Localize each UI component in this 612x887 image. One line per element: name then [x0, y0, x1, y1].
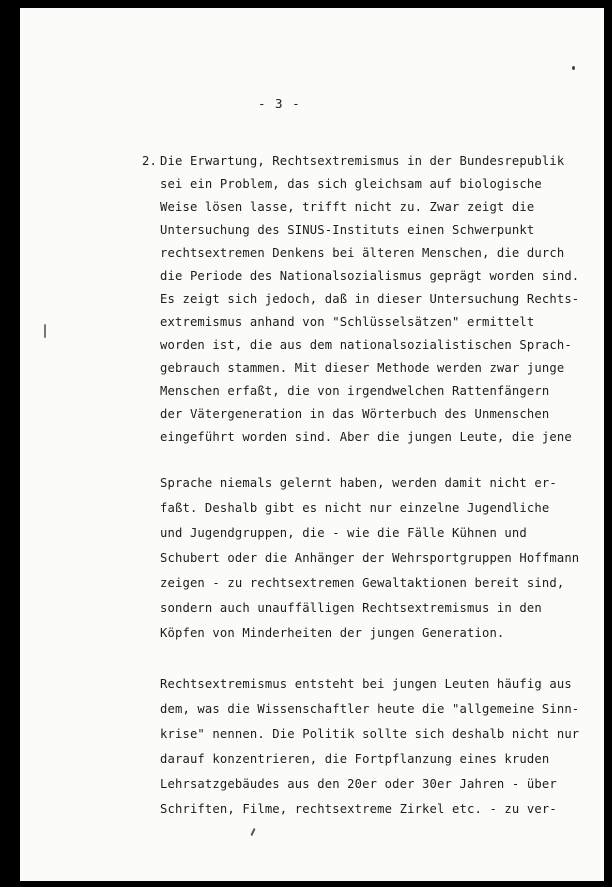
paragraph-1-line: worden ist, die aus dem nationalsozialistischen Sprach- [160, 338, 572, 352]
scan-speck [250, 828, 255, 836]
paragraph-2-line: Schubert oder die Anhänger der Wehrsportgruppen Hoffmann [160, 551, 580, 565]
paragraph-1-line: eingeführt worden sind. Aber die jungen Leute, die jene [160, 430, 572, 444]
scan-speck [44, 324, 46, 338]
paragraph-1-line: der Vätergeneration in das Wörterbuch des Unmenschen [160, 407, 550, 421]
paragraph-3-line: darauf konzentrieren, die Fortpflanzung eines kruden [160, 752, 550, 766]
paragraph-1-line: Menschen erfaßt, die von irgendwelchen Rattenfängern [160, 384, 550, 398]
paragraph-2-line: und Jugendgruppen, die - wie die Fälle Kühnen und [160, 526, 527, 540]
paragraph-2-line: Köpfen von Minderheiten der jungen Generation. [160, 626, 505, 640]
paragraph-1-line: die Periode des Nationalsozialismus geprägt worden sind. [160, 269, 580, 283]
paragraph-3-line: Lehrsatzgebäudes aus den 20er oder 30er Jahren - über [160, 777, 557, 791]
paragraph-3-line: dem, was die Wissenschaftler heute die "allgemeine Sinn- [160, 702, 580, 716]
paragraph-2-line: sondern auch unauffälligen Rechtsextremismus in den [160, 601, 542, 615]
item-number: 2. [142, 154, 157, 168]
paragraph-2-line: faßt. Deshalb gibt es nicht nur einzelne Jugendliche [160, 501, 550, 515]
paragraph-1-line: Untersuchung des SINUS-Instituts einen Schwerpunkt [160, 223, 535, 237]
paragraph-3-line: Rechtsextremismus entsteht bei jungen Leuten häufig aus [160, 677, 572, 691]
paragraph-1-line: Weise lösen lasse, trifft nicht zu. Zwar zeigt die [160, 200, 535, 214]
paragraph-1-line: Es zeigt sich jedoch, daß in dieser Untersuchung Rechts- [160, 292, 580, 306]
paragraph-1-line: sei ein Problem, das sich gleichsam auf biologische [160, 177, 542, 191]
scan-speck [572, 66, 575, 70]
paragraph-1-line: Die Erwartung, Rechtsextremismus in der Bundesrepublik [160, 154, 565, 168]
paragraph-3-line: Schriften, Filme, rechtsextreme Zirkel etc. - zu ver- [160, 802, 557, 816]
paragraph-3-line: krise" nennen. Die Politik sollte sich deshalb nicht nur [160, 727, 580, 741]
page-number: - 3 - [258, 96, 301, 111]
document-page [20, 8, 604, 881]
paragraph-1-line: rechtsextremen Denkens bei älteren Menschen, die durch [160, 246, 565, 260]
paragraph-1-line: gebrauch stammen. Mit dieser Methode werden zwar junge [160, 361, 565, 375]
paragraph-1-line: extremismus anhand von "Schlüsselsätzen" ermittelt [160, 315, 535, 329]
paragraph-2-line: zeigen - zu rechtsextremen Gewaltaktionen bereit sind, [160, 576, 565, 590]
paragraph-2-line: Sprache niemals gelernt haben, werden damit nicht er- [160, 476, 557, 490]
